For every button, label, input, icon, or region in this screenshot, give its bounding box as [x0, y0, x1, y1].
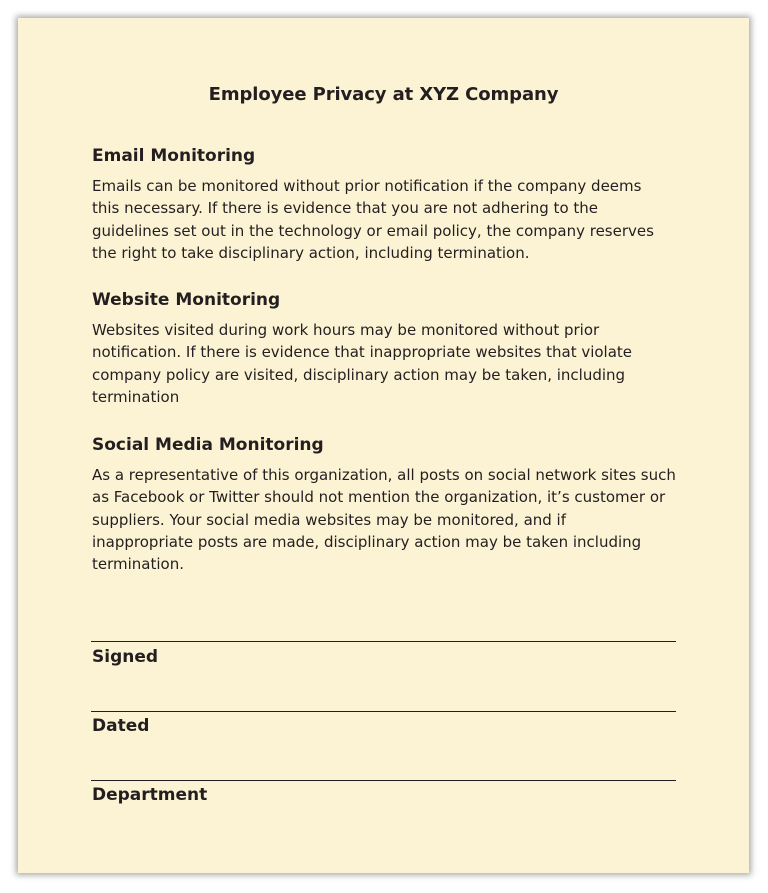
section-heading: Email Monitoring: [92, 146, 256, 166]
section-email-monitoring: [92, 146, 692, 264]
dated-line[interactable]: [91, 711, 676, 712]
section-heading: Website Monitoring: [92, 290, 281, 310]
department-line[interactable]: [91, 780, 676, 781]
section-social-media-monitoring: [92, 435, 692, 575]
section-website-monitoring: [92, 290, 692, 408]
signed-line[interactable]: [91, 641, 676, 642]
document-title: Employee Privacy at XYZ Company: [208, 84, 559, 105]
section-body: Websites visited during work hours may be monitored without prior notification. If there is evidence that inappropriate websites that violate company policy are visited, disciplinary action may be taken, including termination: [92, 321, 633, 406]
section-body: Emails can be monitored without prior notification if the company deems this necessary. If there is evidence that you are not adhering to the guidelines set out in the technology or email policy, the company reserves the right to take disciplinary action, including termination.: [92, 177, 654, 262]
department-label: Department: [92, 785, 208, 805]
section-body: As a representative of this organization, all posts on social network sites such as Facebook or Twitter should not mention the organization, it’s customer or suppliers. Your social media websites may be monitored, and if inappropriate posts are made, disciplinary action may be taken including termination.: [92, 466, 676, 574]
signed-label: Signed: [92, 647, 159, 667]
dated-label: Dated: [92, 716, 150, 736]
policy-document: [18, 18, 749, 873]
section-heading: Social Media Monitoring: [92, 435, 324, 455]
